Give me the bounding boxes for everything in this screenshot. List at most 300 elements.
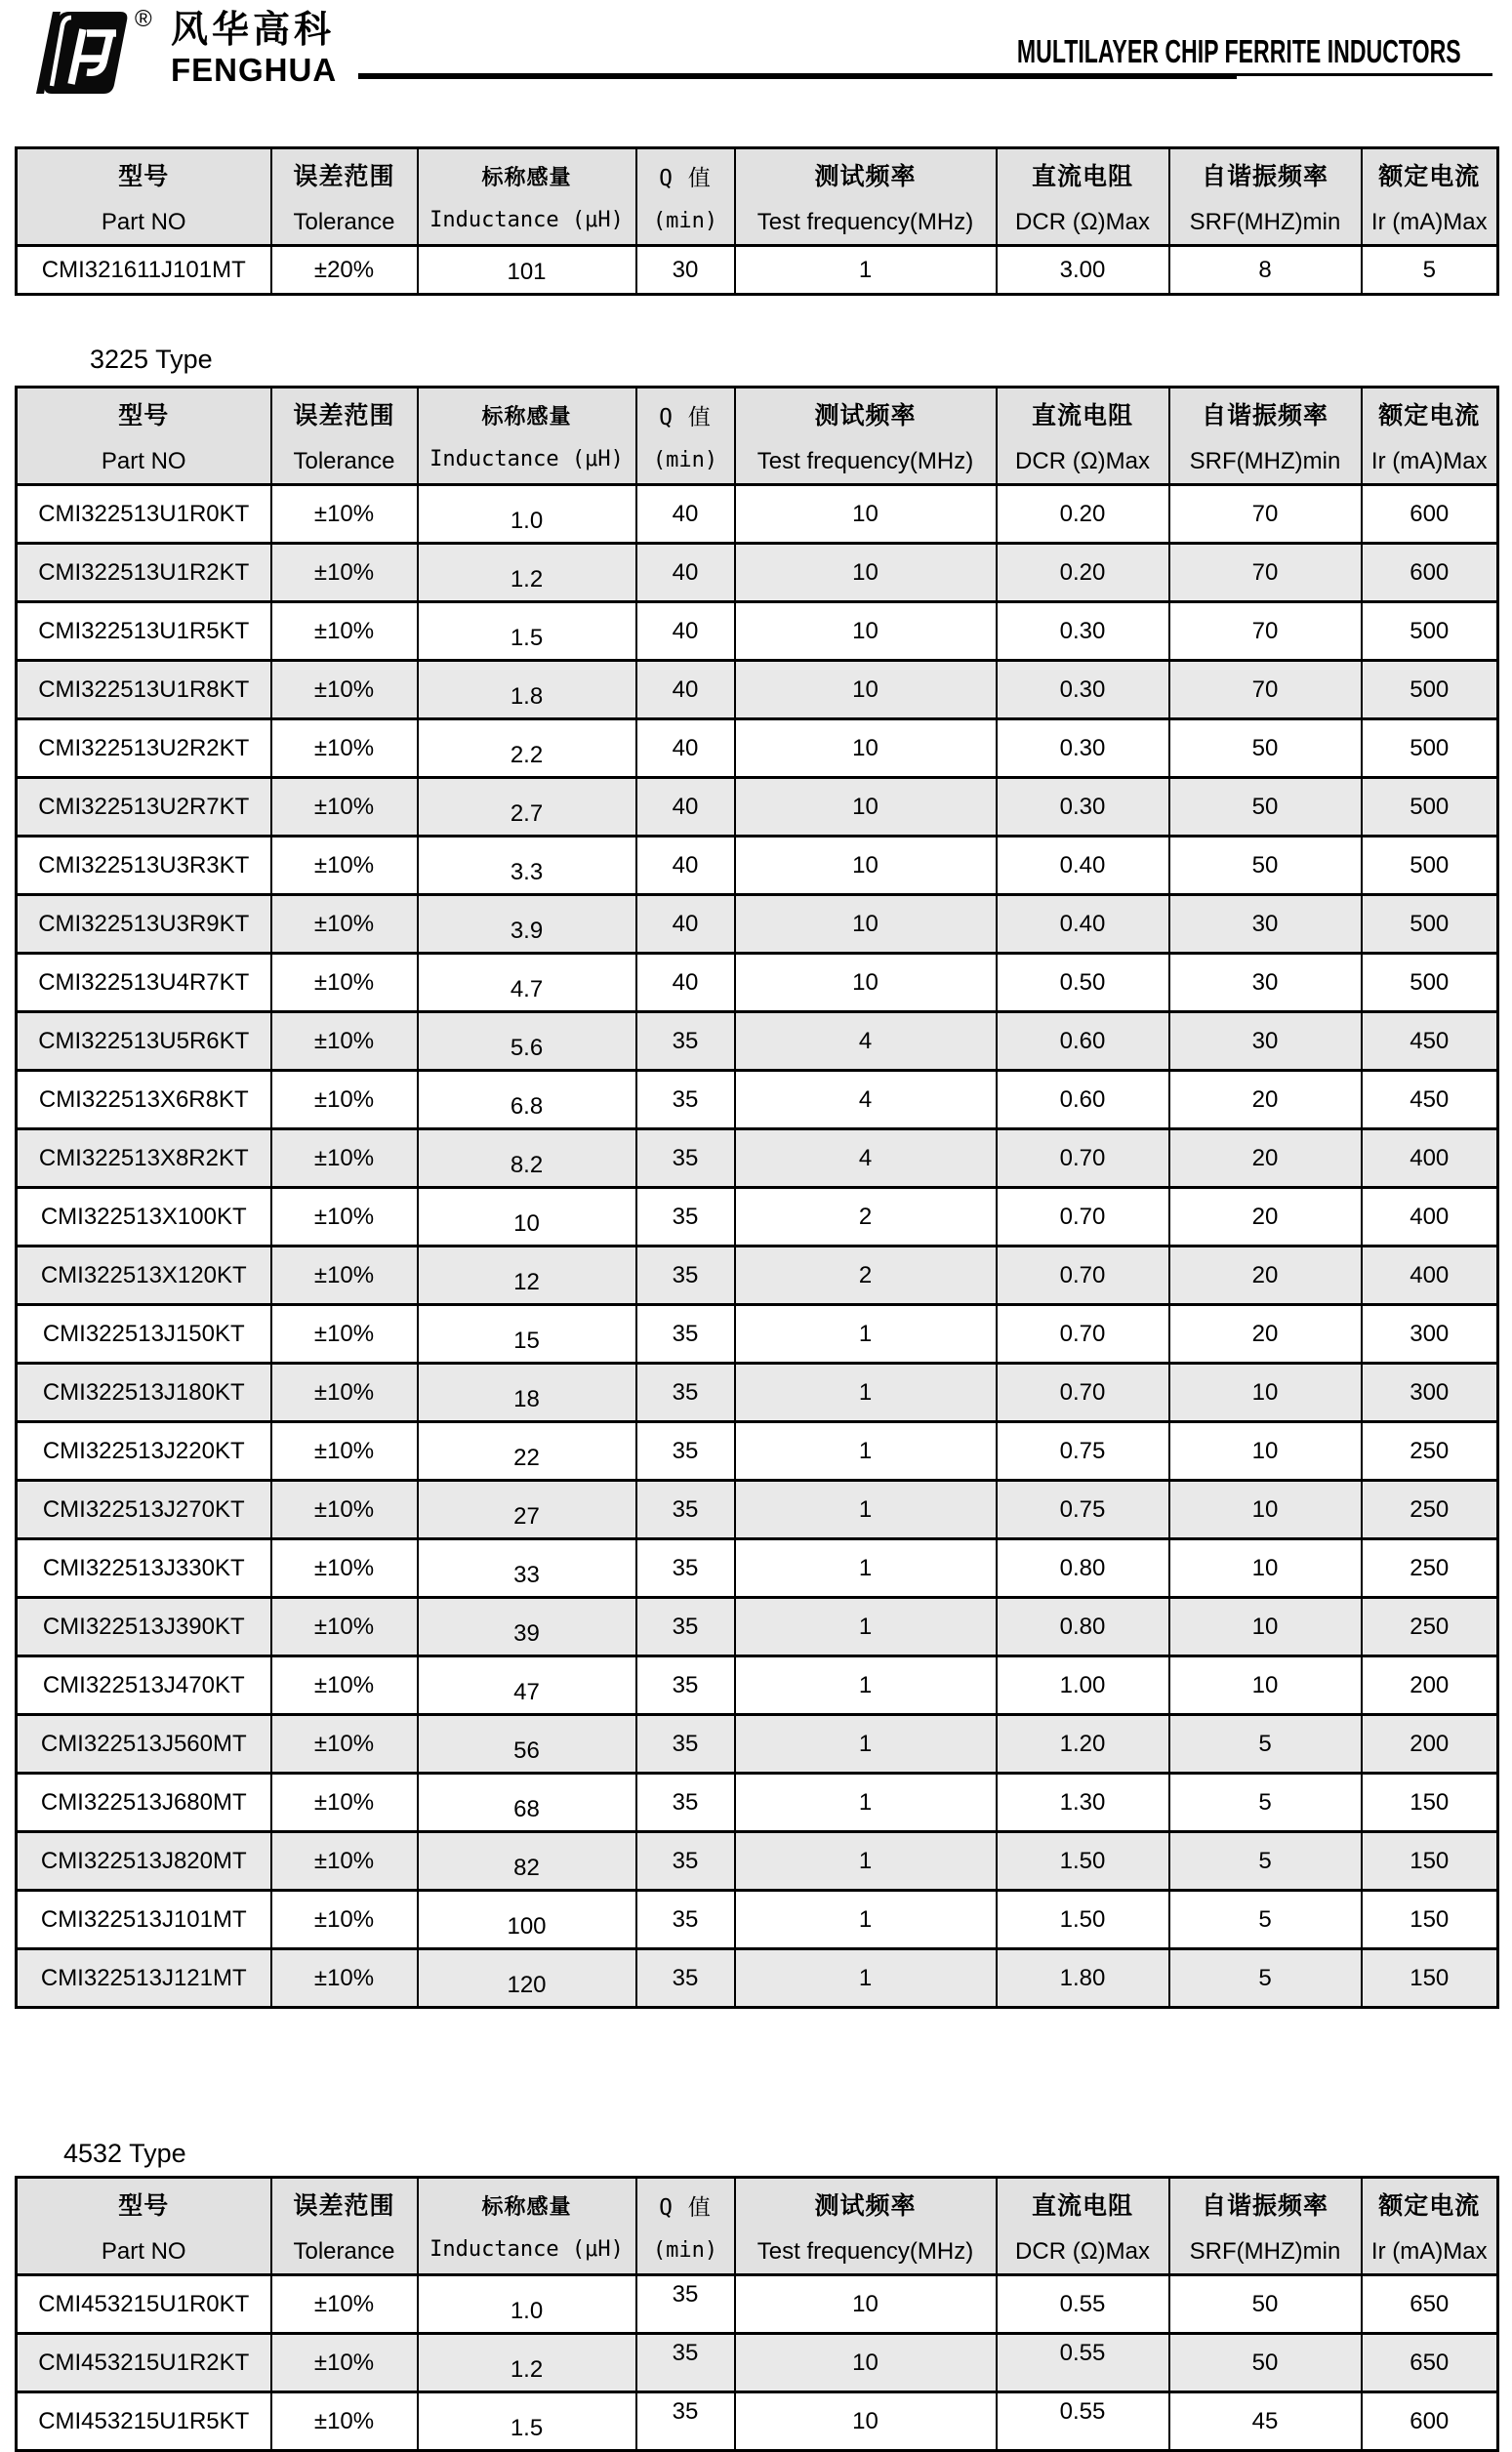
tolerance-cell: ±10% [271,2334,418,2392]
inductance-cell: 100 [418,1891,636,1949]
col-header-test-frequency [735,2178,997,2275]
table-row [17,2392,1498,2451]
srf-cell: 20 [1169,1129,1362,1188]
table-row [17,1188,1498,1246]
rated-current-cell: 250 [1362,1481,1498,1539]
tolerance-cell: ±10% [271,1129,418,1188]
dcr-cell: 0.70 [997,1129,1169,1188]
q-value-cell: 35 [636,1129,735,1188]
header-row [17,388,1498,485]
inductance-cell: 39 [418,1598,636,1656]
inductance-cell: 12 [418,1246,636,1305]
col-header-en: Tolerance [293,448,395,474]
part-no-cell: CMI322513U2R7KT [17,778,271,837]
header-row [17,2178,1498,2275]
tolerance-cell: ±10% [271,544,418,602]
col-header-rated-current [1362,2178,1498,2275]
col-header-test-frequency [735,148,997,246]
srf-cell: 10 [1169,1481,1362,1539]
srf-cell: 70 [1169,544,1362,602]
inductance-cell: 56 [418,1715,636,1774]
col-header-en: (min) [652,2238,718,2263]
table-row [17,2275,1498,2334]
test-frequency-cell: 10 [735,954,997,1012]
part-no-cell: CMI322513U3R3KT [17,837,271,895]
part-no-cell: CMI322513X100KT [17,1188,271,1246]
dcr-cell: 0.60 [997,1071,1169,1129]
col-header-test-frequency [735,388,997,485]
test-frequency-cell: 2 [735,1246,997,1305]
dcr-cell: 1.80 [997,1949,1169,2008]
part-no-cell: CMI322513U1R8KT [17,661,271,719]
dcr-cell: 0.80 [997,1598,1169,1656]
col-header-inductance [418,388,636,485]
srf-cell: 10 [1169,1422,1362,1481]
test-frequency-cell: 2 [735,1188,997,1246]
test-frequency-cell: 1 [735,1364,997,1422]
col-header-srf [1169,2178,1362,2275]
part-no-cell: CMI322513U1R0KT [17,485,271,544]
test-frequency-cell: 10 [735,661,997,719]
q-value-cell: 35 [636,1715,735,1774]
inductor-table-1608 [15,146,1499,296]
tolerance-cell: ±10% [271,661,418,719]
table-row [17,719,1498,778]
inductance-cell: 1.0 [418,485,636,544]
col-header-en: SRF(MHZ)min [1189,209,1341,235]
dcr-cell: 0.20 [997,544,1169,602]
dcr-cell: 0.20 [997,485,1169,544]
tolerance-cell: ±10% [271,719,418,778]
srf-cell: 70 [1169,602,1362,661]
tolerance-cell: ±10% [271,837,418,895]
tolerance-cell: ±10% [271,1656,418,1715]
col-header-en: DCR (Ω)Max [1015,2238,1150,2265]
part-no-cell: CMI322513J820MT [17,1832,271,1891]
tolerance-cell: ±10% [271,2392,418,2451]
dcr-cell: 1.30 [997,1774,1169,1832]
col-header-cn: 自谐振频率 [1201,2192,1328,2220]
rated-current-cell: 400 [1362,1129,1498,1188]
srf-cell: 20 [1169,1188,1362,1246]
tolerance-cell: ±10% [271,895,418,954]
brand-name-cn: 风华高科 [171,10,336,51]
table-row [17,1539,1498,1598]
col-header-cn: 型号 [118,2192,170,2220]
dcr-cell: 0.70 [997,1246,1169,1305]
q-value-cell: 35 [636,1539,735,1598]
q-value-cell: 40 [636,895,735,954]
test-frequency-cell: 10 [735,2392,997,2451]
test-frequency-cell: 4 [735,1012,997,1071]
col-header-en: Inductance (μH) [429,2237,624,2262]
dcr-cell: 0.30 [997,778,1169,837]
table-row [17,778,1498,837]
table-row [17,1071,1498,1129]
table-row [17,602,1498,661]
col-header-cn: 额定电流 [1378,163,1481,190]
srf-cell: 20 [1169,1071,1362,1129]
col-header-en: SRF(MHZ)min [1189,2238,1341,2265]
col-header-cn: Q 值 [659,166,712,191]
dcr-cell: 0.60 [997,1012,1169,1071]
col-header-en: Part NO [101,2238,186,2265]
rated-current-cell: 150 [1362,1891,1498,1949]
col-header-part-no [17,2178,271,2275]
test-frequency-cell: 4 [735,1129,997,1188]
srf-cell: 45 [1169,2392,1362,2451]
table-row [17,544,1498,602]
col-header-en: Part NO [101,209,186,235]
rated-current-cell: 150 [1362,1774,1498,1832]
dcr-cell: 0.40 [997,895,1169,954]
srf-cell: 8 [1169,246,1362,295]
srf-cell: 5 [1169,1832,1362,1891]
col-header-dcr [997,388,1169,485]
col-header-cn: 标称感量 [481,166,572,190]
table-row [17,1891,1498,1949]
part-no-cell: CMI322513J680MT [17,1774,271,1832]
col-header-cn: 误差范围 [293,163,395,190]
test-frequency-cell: 1 [735,1715,997,1774]
part-no-cell: CMI322513J121MT [17,1949,271,2008]
tolerance-cell: ±10% [271,2275,418,2334]
page-header [0,0,1512,98]
fenghua-logo-icon [32,10,130,96]
col-header-q-value [636,2178,735,2275]
part-no-cell: CMI322513U4R7KT [17,954,271,1012]
dcr-cell: 0.75 [997,1481,1169,1539]
part-no-cell: CMI322513J560MT [17,1715,271,1774]
inductance-cell: 3.9 [418,895,636,954]
col-header-cn: 误差范围 [293,2192,395,2220]
rated-current-cell: 500 [1362,778,1498,837]
test-frequency-cell: 10 [735,837,997,895]
part-no-cell: CMI322513J150KT [17,1305,271,1364]
col-header-q-value [636,388,735,485]
inductance-cell: 27 [418,1481,636,1539]
tolerance-cell: ±10% [271,1422,418,1481]
header-row [17,148,1498,246]
col-header-cn: 标称感量 [481,405,572,429]
col-header-en: (min) [652,209,718,233]
tolerance-cell: ±10% [271,1774,418,1832]
rated-current-cell: 650 [1362,2275,1498,2334]
col-header-en: Test frequency(MHz) [756,448,974,474]
q-value-cell: 40 [636,837,735,895]
q-value-cell: 35 [636,1364,735,1422]
test-frequency-cell: 10 [735,895,997,954]
rated-current-cell: 500 [1362,895,1498,954]
inductance-cell: 2.7 [418,778,636,837]
inductance-cell: 10 [418,1188,636,1246]
part-no-cell: CMI322513J470KT [17,1656,271,1715]
col-header-srf [1169,388,1362,485]
q-value-cell: 35 [636,1188,735,1246]
col-header-cn: 自谐振频率 [1201,402,1328,429]
col-header-cn: Q 值 [659,2195,712,2221]
col-header-part-no [17,388,271,485]
col-header-cn: Q 值 [659,405,712,430]
table-row [17,2334,1498,2392]
q-value-cell: 35 [636,1949,735,2008]
col-header-cn: 直流电阻 [1031,2192,1133,2220]
tolerance-cell: ±10% [271,1071,418,1129]
q-value-cell: 40 [636,602,735,661]
rated-current-cell: 200 [1362,1715,1498,1774]
part-no-cell: CMI322513U1R2KT [17,544,271,602]
inductance-cell: 3.3 [418,837,636,895]
inductance-cell: 1.5 [418,602,636,661]
tolerance-cell: ±10% [271,1246,418,1305]
srf-cell: 50 [1169,837,1362,895]
q-value-cell: 35 [636,2334,735,2392]
q-value-cell: 35 [636,1481,735,1539]
dcr-cell: 0.50 [997,954,1169,1012]
col-header-en: Ir (mA)Max [1370,448,1488,474]
dcr-cell: 1.20 [997,1715,1169,1774]
dcr-cell: 1.50 [997,1832,1169,1891]
tolerance-cell: ±10% [271,485,418,544]
dcr-cell: 0.70 [997,1305,1169,1364]
dcr-cell: 0.70 [997,1188,1169,1246]
test-frequency-cell: 10 [735,2275,997,2334]
q-value-cell: 40 [636,485,735,544]
q-value-cell: 35 [636,1422,735,1481]
dcr-cell: 0.40 [997,837,1169,895]
test-frequency-cell: 1 [735,1598,997,1656]
col-header-cn: 额定电流 [1378,2192,1481,2220]
inductance-cell: 120 [418,1949,636,2008]
col-header-cn: 标称感量 [481,2195,572,2220]
srf-cell: 70 [1169,485,1362,544]
col-header-cn: 额定电流 [1378,402,1481,429]
rated-current-cell: 400 [1362,1246,1498,1305]
tolerance-cell: ±10% [271,1481,418,1539]
table-row [17,1129,1498,1188]
brand-block [171,12,337,86]
rated-current-cell: 250 [1362,1539,1498,1598]
col-header-en: Test frequency(MHz) [756,2238,974,2265]
test-frequency-cell: 1 [735,1539,997,1598]
inductance-cell: 1.2 [418,2334,636,2392]
srf-cell: 50 [1169,719,1362,778]
dcr-cell: 1.50 [997,1891,1169,1949]
q-value-cell: 40 [636,719,735,778]
inductance-cell: 22 [418,1422,636,1481]
table-row [17,1364,1498,1422]
rated-current-cell: 650 [1362,2334,1498,2392]
srf-cell: 70 [1169,661,1362,719]
q-value-cell: 40 [636,661,735,719]
col-header-q-value [636,148,735,246]
col-header-en: Inductance (μH) [429,447,624,471]
part-no-cell: CMI322513X8R2KT [17,1129,271,1188]
table-row [17,246,1498,295]
q-value-cell: 35 [636,1832,735,1891]
rated-current-cell: 250 [1362,1422,1498,1481]
part-no-cell: CMI322513X6R8KT [17,1071,271,1129]
col-header-en: Tolerance [293,2238,395,2265]
q-value-cell: 40 [636,544,735,602]
q-value-cell: 35 [636,1891,735,1949]
rated-current-cell: 500 [1362,837,1498,895]
col-header-en: Test frequency(MHz) [756,209,974,235]
col-header-dcr [997,2178,1169,2275]
col-header-inductance [418,2178,636,2275]
test-frequency-cell: 1 [735,1891,997,1949]
col-header-en: (min) [652,448,718,472]
tolerance-cell: ±10% [271,1598,418,1656]
part-no-cell: CMI322513J330KT [17,1539,271,1598]
srf-cell: 10 [1169,1364,1362,1422]
col-header-en: Ir (mA)Max [1370,209,1488,235]
part-no-cell: CMI322513X120KT [17,1246,271,1305]
rated-current-cell: 200 [1362,1656,1498,1715]
srf-cell: 20 [1169,1246,1362,1305]
section-label-3225: 3225 Type [90,345,213,374]
col-header-cn: 直流电阻 [1031,163,1133,190]
col-header-tolerance [271,148,418,246]
inductance-cell: 8.2 [418,1129,636,1188]
registered-mark: ® [135,6,152,32]
test-frequency-cell: 1 [735,1422,997,1481]
col-header-rated-current [1362,148,1498,246]
table-row [17,954,1498,1012]
page-title: MULTILAYER CHIP FERRITE INDUCTORS [1017,33,1461,69]
col-header-cn: 自谐振频率 [1201,163,1328,190]
test-frequency-cell: 1 [735,1949,997,2008]
table-row [17,661,1498,719]
q-value-cell: 40 [636,954,735,1012]
table-row [17,895,1498,954]
rated-current-cell: 400 [1362,1188,1498,1246]
col-header-cn: 型号 [118,163,170,190]
test-frequency-cell: 1 [735,1305,997,1364]
table-row [17,1422,1498,1481]
table-row [17,1949,1498,2008]
table-row [17,1012,1498,1071]
part-no-cell: CMI322513U5R6KT [17,1012,271,1071]
section-label-4532: 4532 Type [63,2139,186,2168]
q-value-cell: 35 [636,1012,735,1071]
col-header-en: Tolerance [293,209,395,235]
tolerance-cell: ±10% [271,1832,418,1891]
brand-name-en: FENGHUA [171,52,338,88]
rated-current-cell: 450 [1362,1071,1498,1129]
test-frequency-cell: 1 [735,1481,997,1539]
part-no-cell: CMI322513U3R9KT [17,895,271,954]
srf-cell: 30 [1169,954,1362,1012]
col-header-en: Part NO [101,448,186,474]
srf-cell: 5 [1169,1715,1362,1774]
test-frequency-cell: 1 [735,1832,997,1891]
q-value-cell: 30 [636,246,735,295]
test-frequency-cell: 1 [735,1774,997,1832]
col-header-tolerance [271,388,418,485]
part-no-cell: CMI322513J101MT [17,1891,271,1949]
col-header-part-no [17,148,271,246]
col-header-cn: 误差范围 [293,402,395,429]
col-header-en: DCR (Ω)Max [1015,448,1150,474]
q-value-cell: 35 [636,2275,735,2334]
srf-cell: 10 [1169,1656,1362,1715]
col-header-cn: 直流电阻 [1031,402,1133,429]
inductor-table-3225 [15,386,1499,2009]
dcr-cell: 0.55 [997,2392,1169,2451]
q-value-cell: 35 [636,2392,735,2451]
dcr-cell: 1.00 [997,1656,1169,1715]
table-row [17,1598,1498,1656]
table-row [17,485,1498,544]
part-no-cell: CMI453215U1R5KT [17,2392,271,2451]
test-frequency-cell: 10 [735,2334,997,2392]
part-no-cell: CMI322513J390KT [17,1598,271,1656]
inductance-cell: 68 [418,1774,636,1832]
srf-cell: 20 [1169,1305,1362,1364]
tolerance-cell: ±10% [271,1188,418,1246]
srf-cell: 10 [1169,1539,1362,1598]
dcr-cell: 0.55 [997,2334,1169,2392]
part-no-cell: CMI453215U1R0KT [17,2275,271,2334]
part-no-cell: CMI321611J101MT [17,246,271,295]
inductance-cell: 33 [418,1539,636,1598]
inductance-cell: 82 [418,1832,636,1891]
dcr-cell: 0.30 [997,602,1169,661]
rated-current-cell: 150 [1362,1949,1498,2008]
col-header-en: SRF(MHZ)min [1189,448,1341,474]
col-header-tolerance [271,2178,418,2275]
table-row [17,1832,1498,1891]
inductance-cell: 1.5 [418,2392,636,2451]
rated-current-cell: 450 [1362,1012,1498,1071]
q-value-cell: 35 [636,1246,735,1305]
col-header-en: Inductance (μH) [429,208,624,232]
dcr-cell: 0.30 [997,719,1169,778]
inductance-cell: 4.7 [418,954,636,1012]
q-value-cell: 35 [636,1071,735,1129]
rated-current-cell: 300 [1362,1305,1498,1364]
q-value-cell: 35 [636,1305,735,1364]
col-header-inductance [418,148,636,246]
tolerance-cell: ±10% [271,1539,418,1598]
tolerance-cell: ±10% [271,1364,418,1422]
test-frequency-cell: 4 [735,1071,997,1129]
test-frequency-cell: 1 [735,246,997,295]
col-header-en: DCR (Ω)Max [1015,209,1150,235]
srf-cell: 50 [1169,2334,1362,2392]
tolerance-cell: ±10% [271,1012,418,1071]
srf-cell: 50 [1169,778,1362,837]
inductance-cell: 2.2 [418,719,636,778]
inductance-cell: 18 [418,1364,636,1422]
table-row [17,1246,1498,1305]
tolerance-cell: ±10% [271,778,418,837]
srf-cell: 50 [1169,2275,1362,2334]
srf-cell: 5 [1169,1891,1362,1949]
inductance-cell: 47 [418,1656,636,1715]
tolerance-cell: ±10% [271,1305,418,1364]
test-frequency-cell: 10 [735,544,997,602]
tolerance-cell: ±20% [271,246,418,295]
dcr-cell: 0.70 [997,1364,1169,1422]
part-no-cell: CMI322513J270KT [17,1481,271,1539]
inductance-cell: 6.8 [418,1071,636,1129]
col-header-cn: 型号 [118,402,170,429]
rated-current-cell: 600 [1362,485,1498,544]
inductance-cell: 5.6 [418,1012,636,1071]
tolerance-cell: ±10% [271,954,418,1012]
